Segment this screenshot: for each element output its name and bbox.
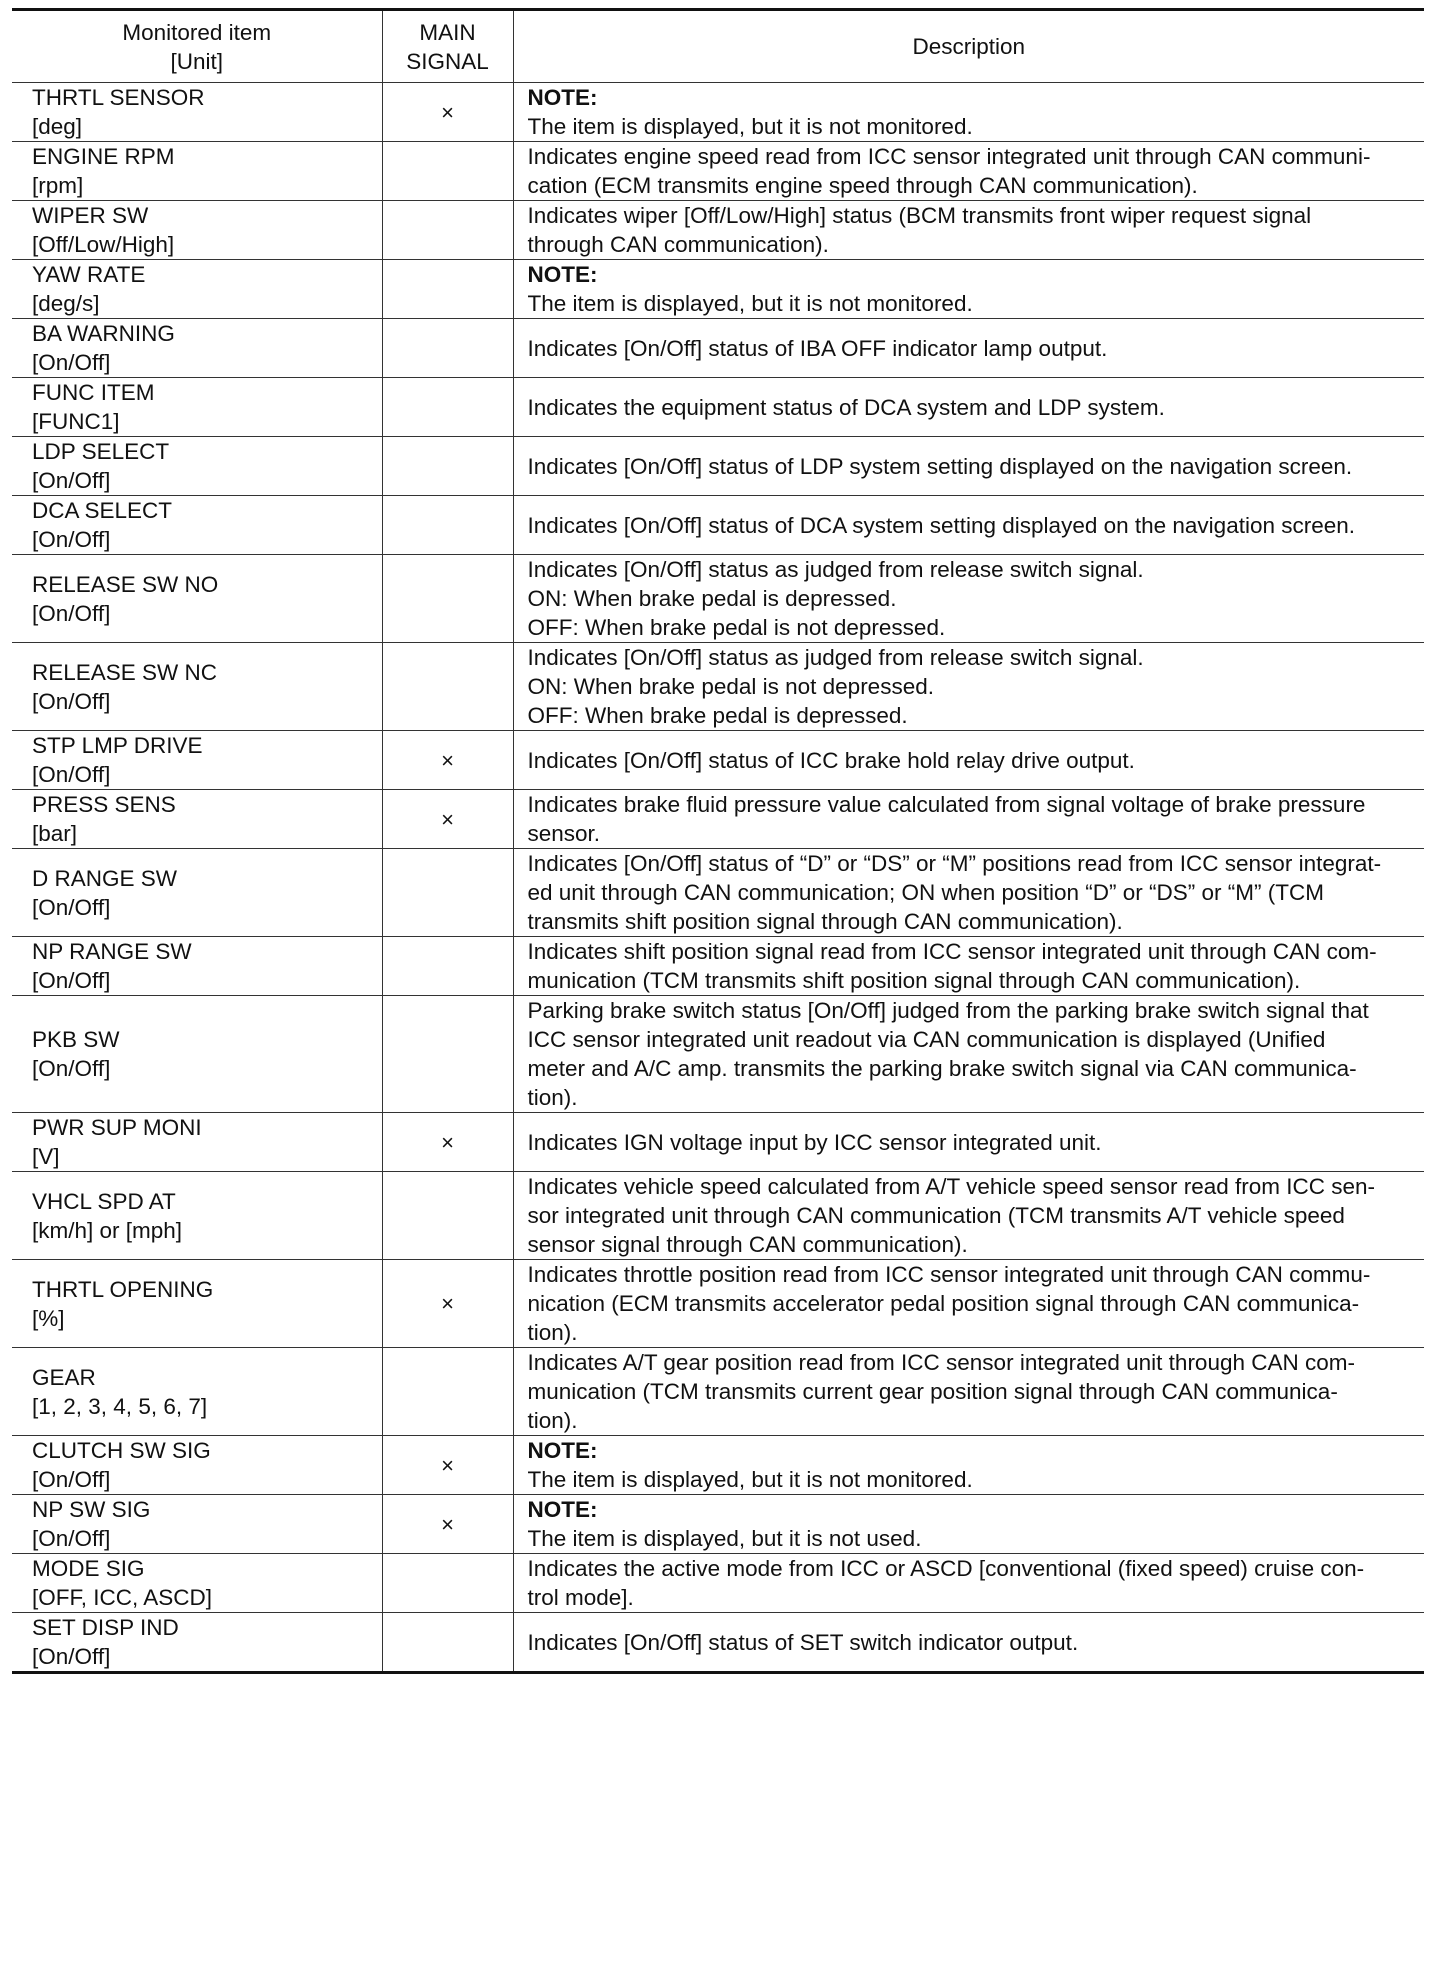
main-signal-mark [382,378,513,437]
description-line: Indicates [On/Off] status of “D” or “DS” or “M” positions read from ICC sensor integrat- [527,851,1382,876]
description-cell [513,1613,1424,1673]
table-row [12,555,1424,643]
main-signal-mark [382,1348,513,1436]
main-signal-mark [382,496,513,555]
description-line: Parking brake switch status [On/Off] judged from the parking brake switch signal that [527,998,1369,1023]
description-cell [513,996,1424,1113]
description-cell [513,1113,1424,1172]
table-row [12,849,1424,937]
description-cell [513,142,1424,201]
item-unit: [%] [32,1305,65,1331]
table-row [12,1554,1424,1613]
monitored-item-cell [12,142,382,201]
description-cell [513,201,1424,260]
description-line: tion). [527,1408,578,1433]
item-unit: [On/Off] [32,762,111,787]
description-line: Indicates the equipment status of DCA system and LDP system. [527,394,1165,420]
item-name: DCA SELECT [32,498,173,523]
monitored-item-cell [12,849,382,937]
main-signal-mark: × [382,1260,513,1348]
table-row [12,937,1424,996]
main-signal-mark: × [382,1113,513,1172]
description-line: munication (TCM transmits shift position signal through CAN communication). [527,968,1301,993]
description-line: The item is displayed, but it is not monitored. [527,291,973,316]
monitor-item-table [12,8,1424,1674]
main-signal-mark [382,849,513,937]
table-row [12,201,1424,260]
item-unit: [On/Off] [32,1056,111,1081]
main-signal-mark: × [382,1436,513,1495]
monitored-item-cell [12,731,382,790]
monitored-item-cell [12,1436,382,1495]
monitored-item-cell [12,437,382,496]
table-row [12,996,1424,1113]
table-row [12,1260,1424,1348]
description-cell [513,83,1424,142]
table-header [12,10,1424,83]
item-name: VHCL SPD AT [32,1188,176,1214]
item-unit: [FUNC1] [32,409,120,434]
monitored-item-cell [12,319,382,378]
description-line: OFF: When brake pedal is not depressed. [527,615,946,640]
description-line: Indicates IGN voltage input by ICC sensor integrated unit. [527,1129,1102,1155]
item-unit: [deg] [32,114,83,139]
description-line: Indicates [On/Off] status as judged from release switch signal. [527,557,1144,582]
main-signal-mark: × [382,790,513,849]
main-signal-mark [382,643,513,731]
description-cell [513,1436,1424,1495]
item-name: GEAR [32,1364,96,1390]
description-line: The item is displayed, but it is not monitored. [527,1467,973,1492]
monitored-item-cell [12,1260,382,1348]
monitored-item-cell [12,378,382,437]
item-name: THRTL SENSOR [32,85,205,110]
table-row [12,1436,1424,1495]
item-name: ENGINE RPM [32,144,175,169]
item-unit: [On/Off] [32,1467,111,1492]
header-monitored-item [12,10,382,83]
document-sheet [12,8,1424,1674]
description-line: ON: When brake pedal is depressed. [527,586,897,611]
header-item-line1: Monitored item [122,19,272,45]
item-unit: [Off/Low/High] [32,232,175,257]
monitored-item-cell [12,555,382,643]
description-line: Indicates A/T gear position read from ICC sensor integrated unit through CAN com- [527,1350,1355,1375]
description-line: munication (TCM transmits current gear position signal through CAN communica- [527,1379,1338,1404]
description-cell [513,319,1424,378]
description-line: tion). [527,1085,578,1110]
header-main-signal [382,10,513,83]
description-line: ICC sensor integrated unit readout via CAN communication is displayed (Unified [527,1027,1326,1052]
item-unit: [On/Off] [32,527,111,552]
description-cell [513,1260,1424,1348]
description-line: sensor signal through CAN communication). [527,1232,968,1257]
note-label: NOTE: [527,1497,598,1522]
table-row [12,83,1424,142]
description-line: Indicates [On/Off] status of LDP system setting displayed on the navigation screen. [527,453,1353,479]
header-description: Description [513,10,1424,83]
item-name: FUNC ITEM [32,380,155,405]
description-line: ed unit through CAN communication; ON when position “D” or “DS” or “M” (TCM [527,880,1324,905]
monitored-item-cell [12,1495,382,1554]
table-row [12,731,1424,790]
item-name: LDP SELECT [32,439,170,464]
description-line: The item is displayed, but it is not used. [527,1526,922,1551]
item-name: THRTL OPENING [32,1276,214,1302]
table-row [12,643,1424,731]
header-row [12,10,1424,83]
item-name: PRESS SENS [32,792,176,817]
main-signal-mark [382,1554,513,1613]
table-row [12,1113,1424,1172]
monitored-item-cell [12,1348,382,1436]
description-cell [513,731,1424,790]
table-row [12,496,1424,555]
description-line: cation (ECM transmits engine speed through CAN communication). [527,173,1198,198]
description-line: nication (ECM transmits accelerator pedal position signal through CAN communica- [527,1291,1360,1316]
item-name: WIPER SW [32,203,149,228]
main-signal-mark: × [382,731,513,790]
description-line: Indicates brake fluid pressure value calculated from signal voltage of brake pressure [527,792,1366,817]
monitored-item-cell [12,1554,382,1613]
description-cell [513,496,1424,555]
table-row [12,1613,1424,1673]
description-line: The item is displayed, but it is not monitored. [527,114,973,139]
item-unit: [On/Off] [32,1526,111,1551]
note-label: NOTE: [527,262,598,287]
table-row [12,1172,1424,1260]
monitored-item-cell [12,790,382,849]
description-cell [513,849,1424,937]
description-line: Indicates [On/Off] status of DCA system setting displayed on the navigation screen. [527,512,1356,538]
description-line: sensor. [527,821,601,846]
item-unit: [deg/s] [32,291,100,316]
description-line: Indicates engine speed read from ICC sensor integrated unit through CAN communi- [527,144,1371,169]
description-line: Indicates the active mode from ICC or ASCD [conventional (fixed speed) cruise con- [527,1556,1365,1581]
monitored-item-cell [12,1613,382,1673]
description-line: Indicates vehicle speed calculated from A/T vehicle speed sensor read from ICC sen- [527,1174,1376,1199]
description-line: trol mode]. [527,1585,634,1610]
main-signal-mark [382,555,513,643]
monitored-item-cell [12,496,382,555]
description-line: through CAN communication). [527,232,829,257]
item-unit: [OFF, ICC, ASCD] [32,1585,213,1610]
monitored-item-cell [12,1113,382,1172]
description-line: meter and A/C amp. transmits the parking brake switch signal via CAN communica- [527,1056,1357,1081]
item-unit: [1, 2, 3, 4, 5, 6, 7] [32,1393,208,1419]
main-signal-mark [382,437,513,496]
main-signal-mark [382,142,513,201]
item-name: BA WARNING [32,321,175,346]
table-row [12,1348,1424,1436]
description-cell [513,378,1424,437]
description-line: tion). [527,1320,578,1345]
item-name: SET DISP IND [32,1615,179,1640]
main-signal-mark [382,1613,513,1673]
main-signal-mark: × [382,83,513,142]
item-unit: [rpm] [32,173,84,198]
item-unit: [bar] [32,821,78,846]
item-name: RELEASE SW NO [32,571,219,597]
note-label: NOTE: [527,85,598,110]
item-unit: [On/Off] [32,1644,111,1669]
description-line: Indicates [On/Off] status of IBA OFF indicator lamp output. [527,335,1108,361]
description-line: OFF: When brake pedal is depressed. [527,703,908,728]
monitored-item-cell [12,1172,382,1260]
table-row [12,260,1424,319]
description-cell [513,437,1424,496]
item-unit: [On/Off] [32,968,111,993]
description-cell [513,1495,1424,1554]
item-name: NP SW SIG [32,1497,151,1522]
description-line: Indicates [On/Off] status as judged from release switch signal. [527,645,1144,670]
item-unit: [On/Off] [32,468,111,493]
monitored-item-cell [12,643,382,731]
item-name: CLUTCH SW SIG [32,1438,211,1463]
header-main-line2: SIGNAL [406,48,489,74]
description-cell [513,790,1424,849]
table-row [12,437,1424,496]
description-line: sor integrated unit through CAN communication (TCM transmits A/T vehicle speed [527,1203,1345,1228]
item-unit: [On/Off] [32,600,111,626]
main-signal-mark [382,201,513,260]
item-name: PKB SW [32,1027,120,1052]
description-line: Indicates throttle position read from ICC sensor integrated unit through CAN commu- [527,1262,1371,1287]
item-name: STP LMP DRIVE [32,733,203,758]
description-cell [513,260,1424,319]
item-unit: [km/h] or [mph] [32,1217,183,1243]
table-row [12,790,1424,849]
item-unit: [On/Off] [32,350,111,375]
main-signal-mark [382,319,513,378]
table-row [12,142,1424,201]
monitored-item-cell [12,996,382,1113]
description-cell [513,1554,1424,1613]
item-name: D RANGE SW [32,865,178,891]
main-signal-mark [382,937,513,996]
description-line: Indicates shift position signal read from ICC sensor integrated unit through CAN com- [527,939,1377,964]
main-signal-mark [382,1172,513,1260]
description-line: ON: When brake pedal is not depressed. [527,674,934,699]
header-item-line2: [Unit] [170,48,223,74]
description-line: Indicates [On/Off] status of ICC brake hold relay drive output. [527,747,1135,773]
item-unit: [On/Off] [32,894,111,920]
item-name: RELEASE SW NC [32,659,218,685]
item-name: MODE SIG [32,1556,145,1581]
note-label: NOTE: [527,1438,598,1463]
monitored-item-cell [12,201,382,260]
description-cell [513,1348,1424,1436]
description-line: transmits shift position signal through CAN communication). [527,909,1123,934]
monitored-item-cell [12,260,382,319]
item-name: PWR SUP MONI [32,1115,202,1140]
description-cell [513,555,1424,643]
description-line: Indicates wiper [Off/Low/High] status (BCM transmits front wiper request signal [527,203,1312,228]
table-row [12,1495,1424,1554]
table-row [12,319,1424,378]
description-cell [513,937,1424,996]
description-line: Indicates [On/Off] status of SET switch indicator output. [527,1629,1079,1655]
monitored-item-cell [12,937,382,996]
description-cell [513,1172,1424,1260]
description-cell [513,643,1424,731]
main-signal-mark: × [382,1495,513,1554]
item-name: YAW RATE [32,262,146,287]
item-unit: [On/Off] [32,688,111,714]
main-signal-mark [382,260,513,319]
table-row [12,378,1424,437]
table-body [12,83,1424,1673]
header-main-line1: MAIN [419,19,476,45]
item-name: NP RANGE SW [32,939,192,964]
main-signal-mark [382,996,513,1113]
item-unit: [V] [32,1144,60,1169]
monitored-item-cell [12,83,382,142]
